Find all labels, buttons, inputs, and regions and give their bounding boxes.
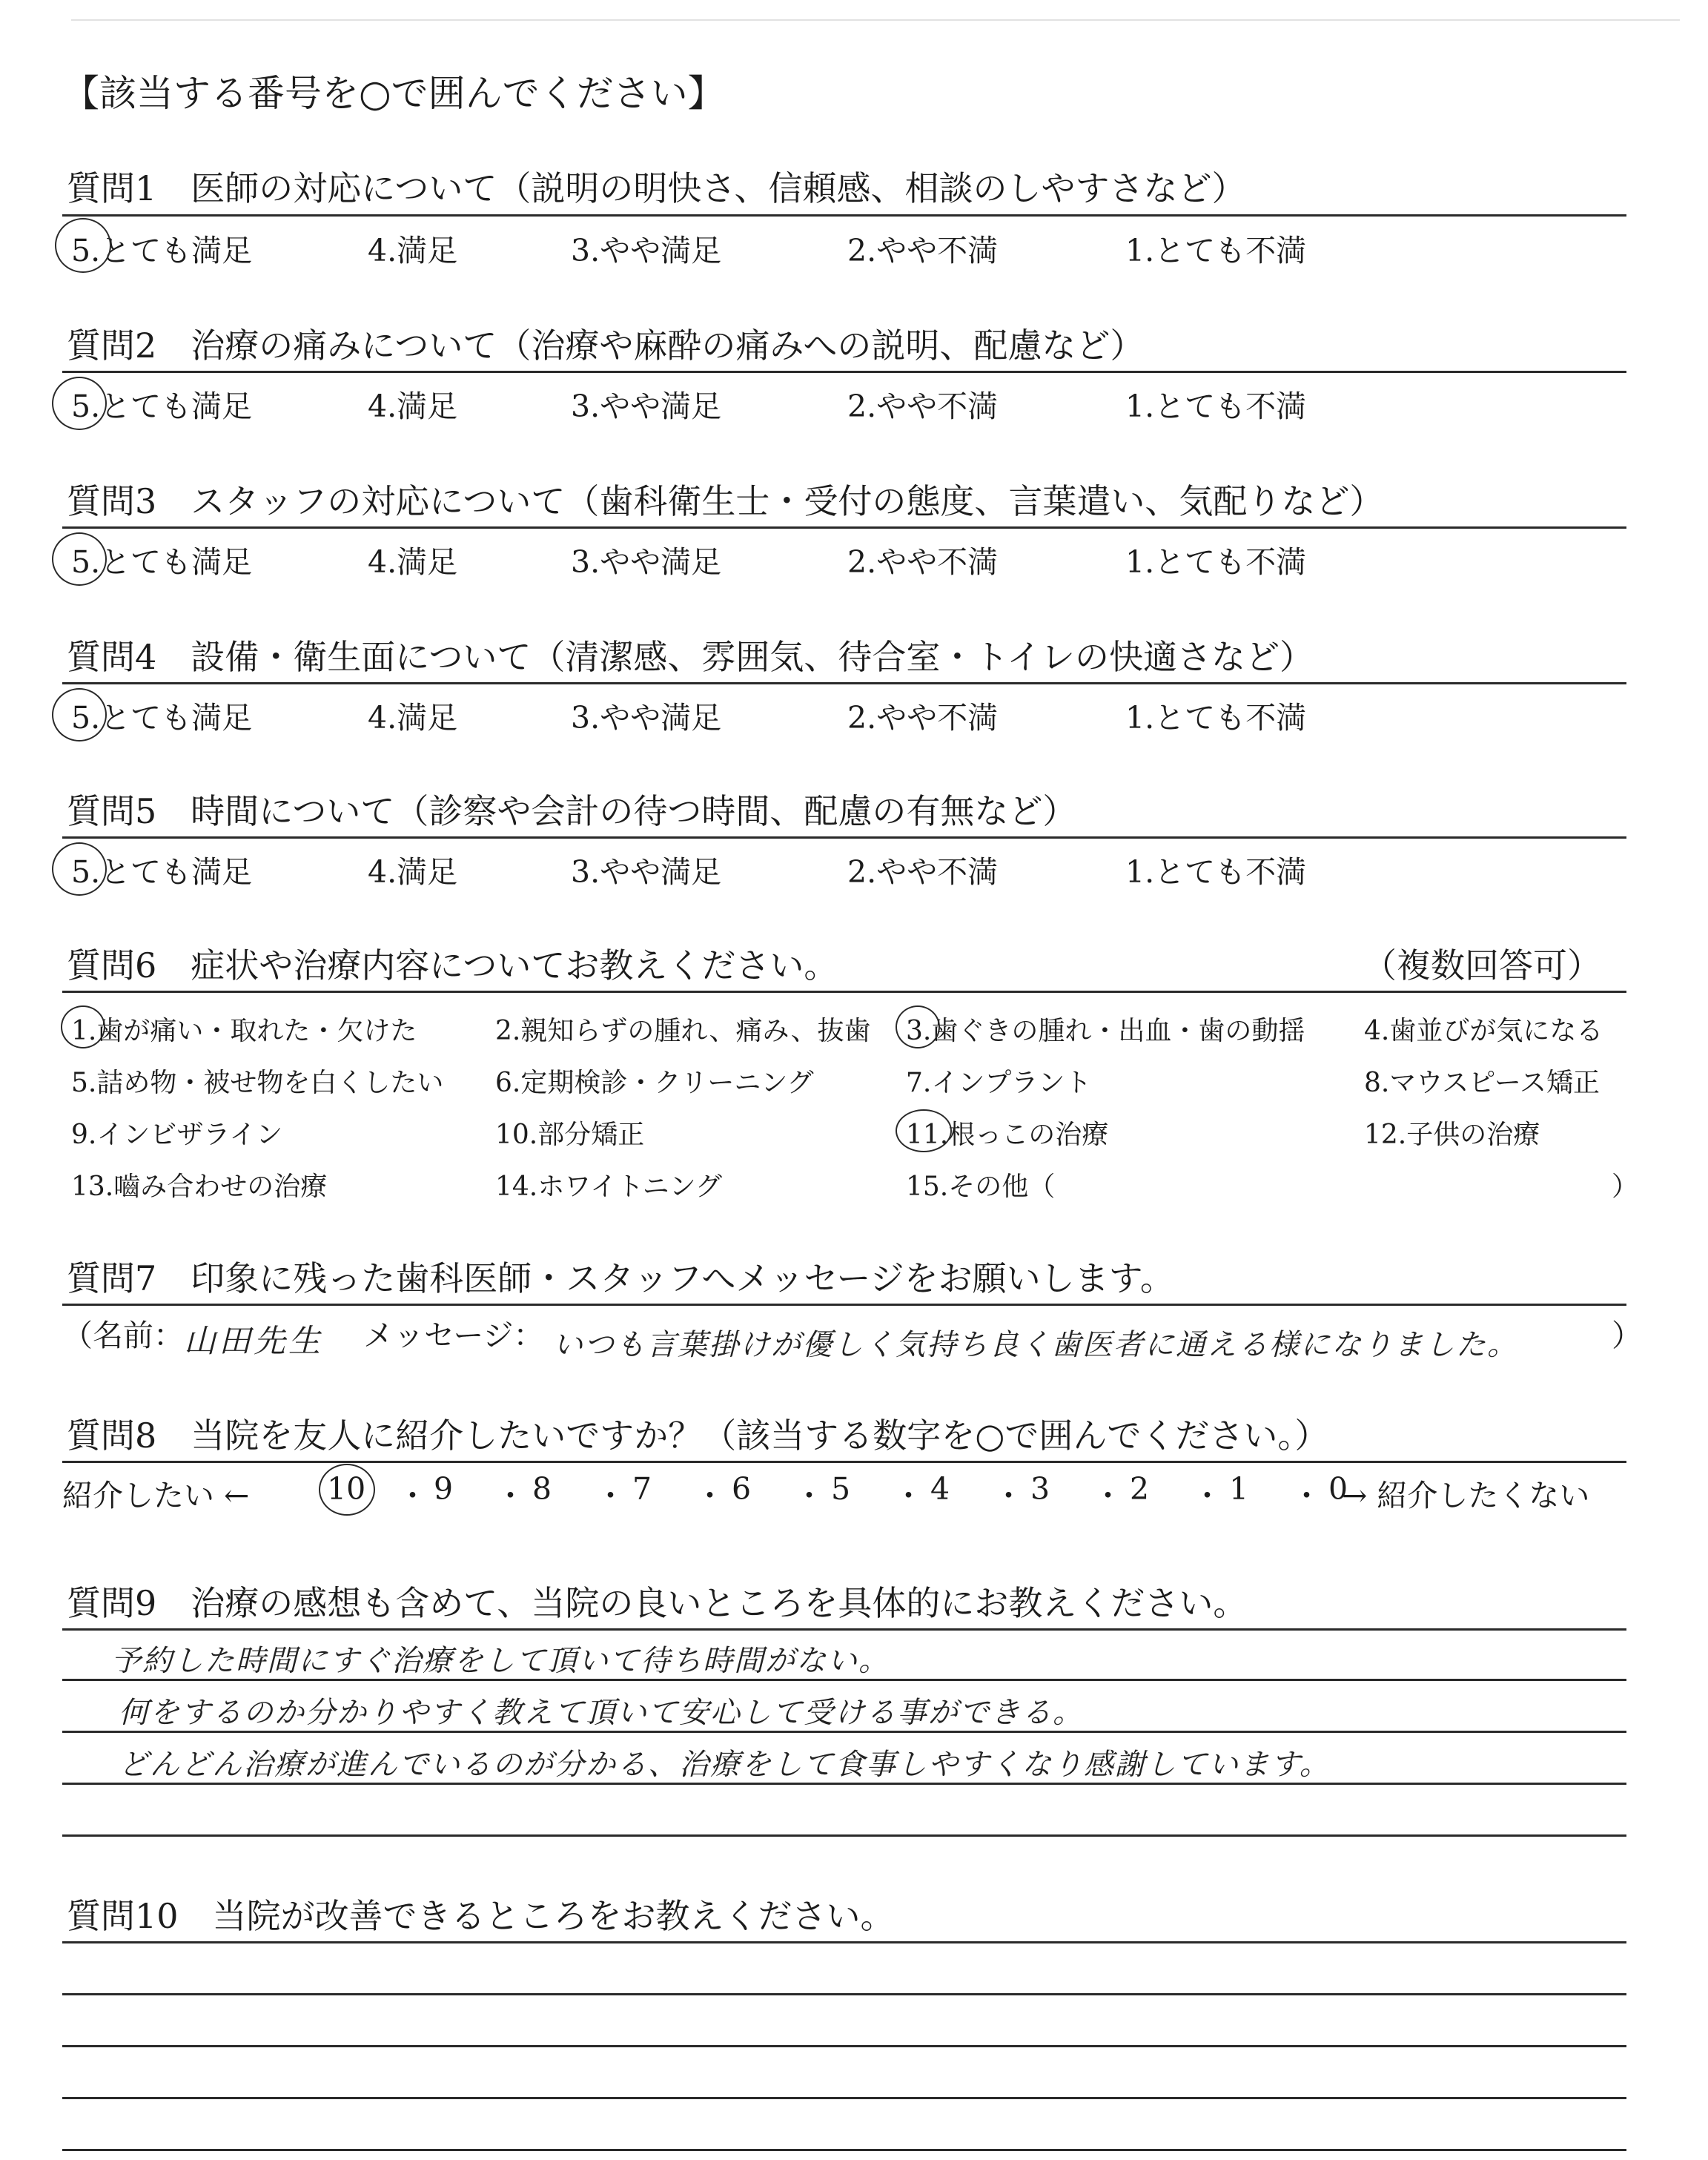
q4-selection-circle: [52, 688, 107, 742]
q7-name-handwritten: 山田先生: [184, 1323, 323, 1360]
question-8-title: 質問8 当院を友人に紹介したいですか？（該当する数字を○で囲んでください。）: [67, 1416, 1329, 1456]
q8-dot-separator: ・: [993, 1478, 1024, 1513]
question-10-title: 質問10 当院が改善できるところをお教えください。: [67, 1896, 895, 1936]
form-instruction: 【該当する番号を○で囲んでください】: [62, 72, 725, 115]
question-8-rule: [62, 1461, 1626, 1463]
q8-left-label: 紹介したい ←: [62, 1478, 250, 1513]
q1-option-1[interactable]: 1.とても不満: [1125, 233, 1307, 268]
question-4-rule: [62, 682, 1626, 684]
q6-item-7[interactable]: 7.インプラント: [906, 1068, 1092, 1098]
q6-selection-circle-1: [61, 1005, 105, 1048]
q9-answer-line-2: 何をするのか分かりやすく教えて頂いて安心して受ける事ができる。: [119, 1696, 1084, 1730]
q8-dot-separator: ・: [695, 1478, 725, 1513]
question-6-title: 質問6 症状や治療内容についてお教えください。: [67, 945, 838, 985]
q1-option-3[interactable]: 3.やや満足: [571, 233, 722, 268]
q8-dot-separator: ・: [595, 1478, 626, 1513]
q4-option-4[interactable]: 4.満足: [368, 700, 458, 736]
q1-option-5[interactable]: 5.とても満足: [71, 233, 253, 268]
q8-scale-4[interactable]: 4: [930, 1471, 950, 1507]
q2-option-4[interactable]: 4.満足: [368, 389, 458, 424]
q3-option-1[interactable]: 1.とても不満: [1125, 544, 1307, 580]
q4-option-3[interactable]: 3.やや満足: [571, 700, 722, 736]
question-6-note: （複数回答可）: [1363, 945, 1601, 985]
q6-item-3[interactable]: 3.歯ぐきの腫れ・出血・歯の動揺: [906, 1016, 1305, 1046]
q3-option-5[interactable]: 5.とても満足: [71, 544, 253, 580]
question-3-title: 質問3 スタッフの対応について（歯科衛生士・受付の態度、言葉遣い、気配りなど）: [67, 481, 1384, 521]
q2-option-2[interactable]: 2.やや不満: [847, 389, 999, 424]
question-2-rule: [62, 371, 1626, 373]
q6-item-4[interactable]: 4.歯並びが気になる: [1364, 1016, 1603, 1046]
q6-item-12[interactable]: 12.子供の治療: [1364, 1120, 1540, 1150]
q7-message-handwritten: いつも言葉掛けが優しく気持ち良く歯医者に通える様になりました。: [553, 1328, 1518, 1362]
q6-item-13[interactable]: 13.嚙み合わせの治療: [71, 1172, 328, 1202]
q7-message-label: メッセージ：: [363, 1318, 544, 1353]
q6-selection-circle-3: [896, 1005, 940, 1048]
q8-scale-5[interactable]: 5: [831, 1471, 851, 1507]
q6-item-1[interactable]: 1.歯が痛い・取れた・欠けた: [71, 1016, 417, 1046]
question-9-rule-5: [62, 1834, 1626, 1837]
q8-dot-separator: ・: [495, 1478, 526, 1513]
question-10-rule-5: [62, 2149, 1626, 2151]
q2-selection-circle: [52, 377, 107, 430]
q8-dot-separator: ・: [1192, 1478, 1222, 1513]
q3-option-4[interactable]: 4.満足: [368, 544, 458, 580]
q8-selection-circle: [319, 1464, 375, 1516]
q1-option-4[interactable]: 4.満足: [368, 233, 458, 268]
q1-selection-circle: [55, 218, 111, 273]
question-1-title: 質問1 医師の対応について（説明の明快さ、信頼感、相談のしやすさなど）: [67, 168, 1246, 208]
q8-scale-10[interactable]: 10: [327, 1471, 366, 1507]
question-9-title: 質問9 治療の感想も含めて、当院の良いところを具体的にお教えください。: [67, 1583, 1248, 1623]
q6-item-14[interactable]: 14.ホワイトニング: [495, 1172, 723, 1202]
q9-answer-line-3: どんどん治療が進んでいるのが分かる、治療をして食事しやすくなり感謝しています。: [119, 1748, 1331, 1782]
question-5-rule: [62, 836, 1626, 839]
q8-dot-separator: ・: [1093, 1478, 1123, 1513]
question-1-rule: [62, 214, 1626, 217]
q4-option-1[interactable]: 1.とても不満: [1125, 700, 1307, 736]
q6-item-8[interactable]: 8.マウスピース矯正: [1364, 1068, 1601, 1098]
q9-answer-line-1: 予約した時間にすぐ治療をして頂いて待ち時間がない。: [111, 1644, 890, 1678]
q2-option-1[interactable]: 1.とても不満: [1125, 389, 1307, 424]
q2-option-5[interactable]: 5.とても満足: [71, 389, 253, 424]
question-2-title: 質問2 治療の痛みについて（治療や麻酔の痛みへの説明、配慮など）: [67, 326, 1145, 366]
q8-dot-separator: ・: [397, 1478, 428, 1513]
q8-scale-8[interactable]: 8: [532, 1471, 552, 1507]
q6-selection-circle-11: [896, 1109, 952, 1152]
q5-option-4[interactable]: 4.満足: [368, 854, 458, 890]
question-6-rule: [62, 991, 1626, 993]
q5-option-5[interactable]: 5.とても満足: [71, 854, 253, 890]
question-7-title: 質問7 印象に残った歯科医師・スタッフへメッセージをお願いします。: [67, 1258, 1174, 1298]
q5-selection-circle: [52, 842, 107, 896]
q8-scale-2[interactable]: 2: [1130, 1471, 1150, 1507]
q8-scale-7[interactable]: 7: [632, 1471, 652, 1507]
question-4-title: 質問4 設備・衛生面について（清潔感、雰囲気、待合室・トイレの快適さなど）: [67, 637, 1314, 677]
q8-right-label: → 紹介したくない: [1342, 1478, 1590, 1513]
q5-option-1[interactable]: 1.とても不満: [1125, 854, 1307, 890]
q6-item-15-close: ）: [1612, 1172, 1639, 1202]
q7-name-label: （名前：: [62, 1318, 184, 1353]
q4-option-2[interactable]: 2.やや不満: [847, 700, 999, 736]
question-10-rule-4: [62, 2097, 1626, 2099]
question-10-rule-3: [62, 2045, 1626, 2047]
q8-scale-0[interactable]: 0: [1328, 1471, 1348, 1507]
q6-item-11[interactable]: 11.根っこの治療: [906, 1120, 1109, 1150]
q6-item-6[interactable]: 6.定期検診・クリーニング: [495, 1068, 814, 1098]
q4-option-5[interactable]: 5.とても満足: [71, 700, 253, 736]
q6-item-5[interactable]: 5.詰め物・被せ物を白くしたい: [71, 1068, 444, 1098]
q2-option-3[interactable]: 3.やや満足: [571, 389, 722, 424]
question-10-rule-2: [62, 1993, 1626, 1995]
q8-dot-separator: ・: [794, 1478, 824, 1513]
question-9-rule-1: [62, 1628, 1626, 1631]
scan-top-edge: [71, 19, 1680, 21]
q3-option-2[interactable]: 2.やや不満: [847, 544, 999, 580]
q3-option-3[interactable]: 3.やや満足: [571, 544, 722, 580]
q3-selection-circle: [52, 532, 107, 586]
question-3-rule: [62, 526, 1626, 529]
q6-item-2[interactable]: 2.親知らずの腫れ、痛み、抜歯: [495, 1016, 871, 1046]
q6-item-10[interactable]: 10.部分矯正: [495, 1120, 645, 1150]
question-5-title: 質問5 時間について（診察や会計の待つ時間、配慮の有無など）: [67, 791, 1077, 831]
q7-closing-paren: ）: [1612, 1318, 1642, 1353]
q5-option-3[interactable]: 3.やや満足: [571, 854, 722, 890]
q5-option-2[interactable]: 2.やや不満: [847, 854, 999, 890]
q8-scale-1[interactable]: 1: [1229, 1471, 1249, 1507]
q8-dot-separator: ・: [893, 1478, 924, 1513]
q6-item-9[interactable]: 9.インビザライン: [71, 1120, 283, 1150]
q6-item-15[interactable]: 15.その他（: [906, 1172, 1056, 1202]
q8-dot-separator: ・: [1291, 1478, 1322, 1513]
q1-option-2[interactable]: 2.やや不満: [847, 233, 999, 268]
question-10-rule-1: [62, 1941, 1626, 1943]
q8-scale-3[interactable]: 3: [1030, 1471, 1050, 1507]
q8-scale-6[interactable]: 6: [732, 1471, 752, 1507]
q8-scale-9[interactable]: 9: [434, 1471, 454, 1507]
question-7-rule: [62, 1304, 1626, 1306]
